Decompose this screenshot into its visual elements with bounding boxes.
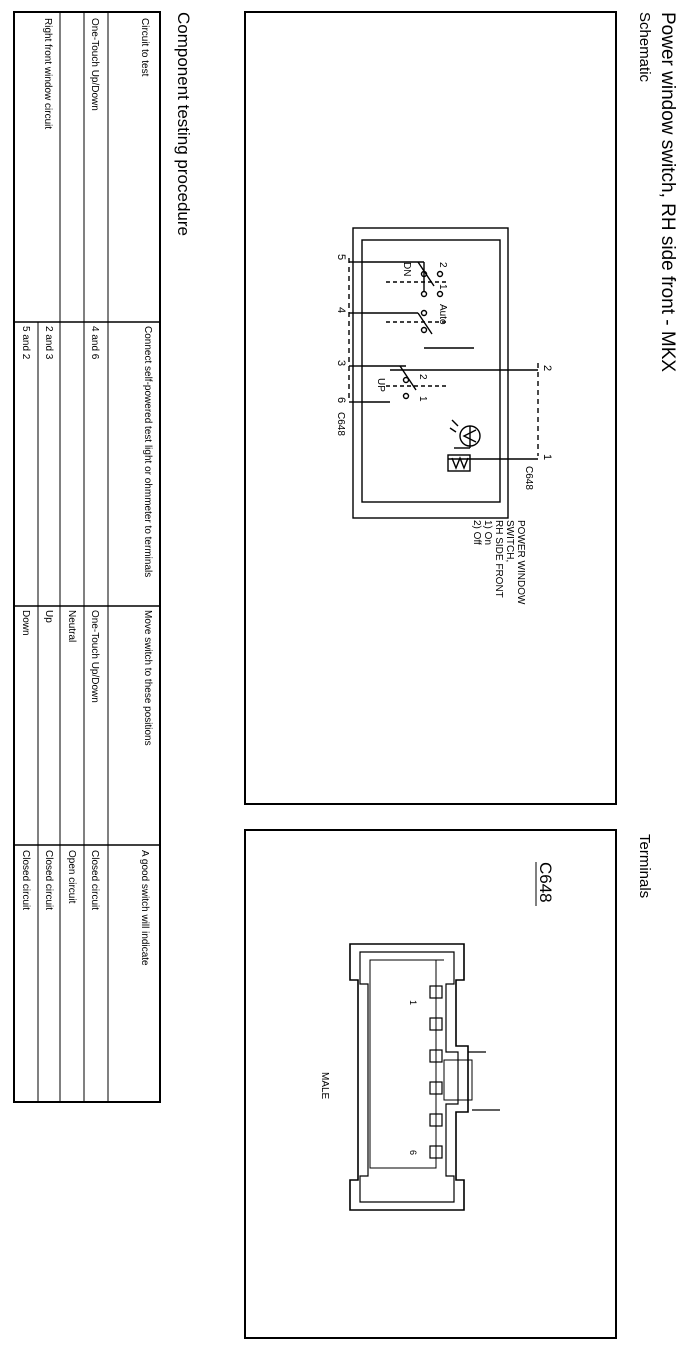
terminals-connector-name: C648 — [536, 862, 555, 903]
caption-line-5: 2) Off — [471, 520, 482, 545]
terminals-heading: Terminals — [636, 834, 653, 899]
page-title: Power window switch, RH side front - MKX — [657, 12, 678, 373]
schematic-frame — [245, 12, 616, 804]
row-1-result: Closed circuit — [89, 850, 100, 911]
row-3-terminals: 2 and 3 — [43, 326, 54, 360]
contact-num-b: 1 — [437, 284, 448, 290]
header-terminals: Connect self-powered test light or ohmmeter to terminals — [142, 326, 153, 578]
schematic-heading: Schematic — [636, 12, 653, 83]
contact-num-c: 2 — [417, 374, 428, 380]
pin-label-5: 5 — [335, 254, 347, 261]
connector-face — [350, 944, 500, 1210]
header-circuit: Circuit to test — [139, 18, 150, 77]
contact-num-d: 1 — [417, 396, 428, 402]
switch-caption — [471, 520, 526, 607]
row-3-position: Up — [43, 610, 54, 623]
pin-label-4: 4 — [335, 307, 347, 314]
cavity-label-last: 6 — [408, 1150, 418, 1156]
label-up: UP — [375, 378, 386, 392]
row-2-result: Open circuit — [66, 850, 77, 904]
caption-line-3: RH SIDE FRONT — [493, 520, 504, 598]
caption-line-2: SWITCH, — [504, 520, 515, 563]
label-auto: Auto — [437, 304, 448, 325]
schematic-diagram — [349, 228, 538, 518]
connector-label-bottom: C648 — [335, 412, 346, 436]
connector-label-top: C648 — [523, 466, 534, 490]
procedure-heading: Component testing procedure — [174, 12, 193, 236]
row-2-position: Neutral — [66, 610, 77, 643]
switch-housing-outer — [353, 228, 508, 518]
row-1-terminals: 4 and 6 — [89, 326, 100, 360]
caption-line-4: 1) On — [482, 520, 493, 546]
caption-line-1: POWER WINDOW — [515, 520, 526, 605]
row-3-result: Closed circuit — [43, 850, 54, 911]
row-1-position: One-Touch Up/Down — [89, 610, 100, 703]
row-4-result: Closed circuit — [20, 850, 31, 911]
pin-label-2: 2 — [541, 365, 553, 372]
row-4-position: Down — [20, 610, 31, 636]
cavity-label-first: 1 — [408, 1000, 418, 1006]
pin-label-6: 6 — [335, 397, 347, 404]
connector-outline-inner — [360, 952, 458, 1202]
pin-label-3: 3 — [335, 360, 347, 367]
label-dn: DN — [401, 262, 412, 277]
connector-outline-innermost — [370, 960, 444, 1168]
contact-num-a: 2 — [437, 262, 448, 268]
pin-label-1: 1 — [541, 454, 553, 461]
terminals-gender: MALE — [319, 1072, 330, 1100]
row-4-terminals: 5 and 2 — [20, 326, 31, 360]
header-positions: Move switch to these positions — [142, 610, 153, 746]
row-1-circuit: One-Touch Up/Down — [89, 18, 100, 111]
row-3-circuit: Right front window circuit — [42, 18, 53, 130]
header-result: A good switch will indicate — [139, 850, 150, 966]
switch-housing-inner — [362, 240, 500, 502]
